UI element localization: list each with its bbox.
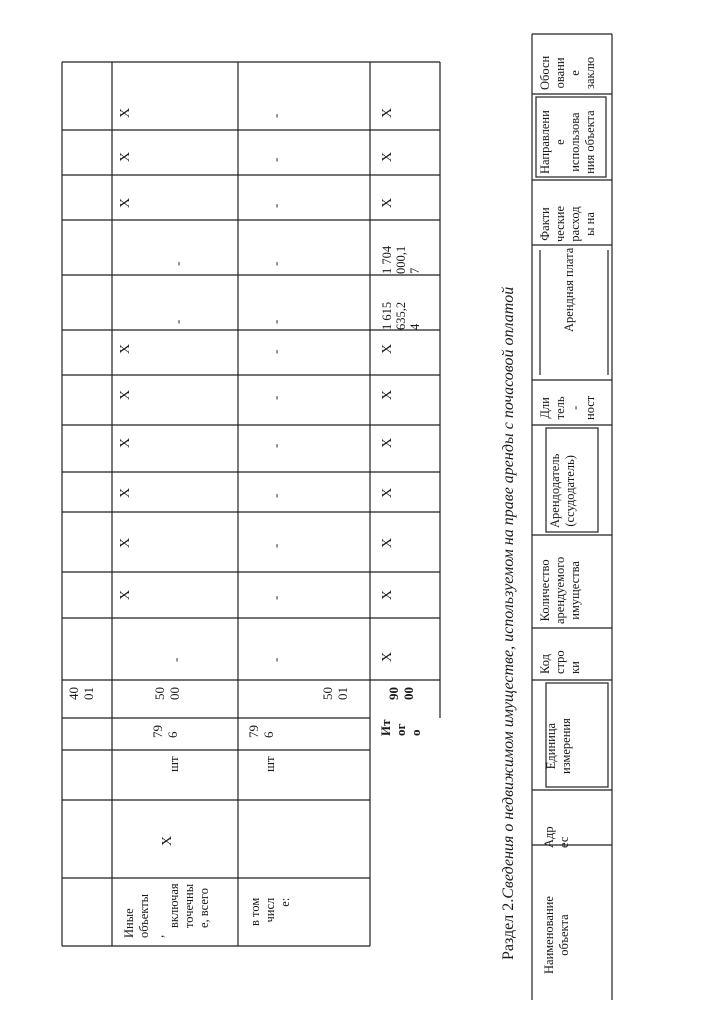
cell-value: 40 [66, 687, 81, 700]
row-other-c-g [118, 344, 134, 354]
cell-value: 00 [401, 687, 416, 700]
row-including-c-b [268, 596, 284, 600]
cell-value: X [380, 151, 395, 162]
cell-value: X [160, 835, 175, 846]
header-line: Наименование [542, 896, 556, 974]
header-name [542, 896, 572, 974]
row-other-c-c [118, 538, 134, 548]
row-total-c-c [380, 538, 396, 548]
cell-value: X [380, 107, 395, 118]
row-including-unit [262, 756, 278, 772]
name-line: Иные [122, 908, 136, 938]
row-including-c-k [268, 158, 284, 162]
row-including-c-e [268, 444, 284, 448]
header-line: овани [553, 57, 567, 89]
row-total-c-g [380, 344, 396, 354]
header-line: Единица [544, 722, 558, 770]
name-line: числ [263, 897, 277, 923]
header-line: расход [568, 206, 582, 242]
cell-value: 90 [386, 687, 401, 700]
cell-value: X [380, 197, 395, 208]
cell-value: 50 [320, 687, 335, 700]
header-line: (ссудодатель) [563, 455, 577, 527]
cell-value: X [118, 389, 133, 400]
row-including-c-g [268, 350, 284, 354]
row-other-c-i [170, 262, 186, 266]
row-other-c-j [118, 198, 134, 208]
header-line: объекта [557, 914, 571, 956]
cell-value: 1 615 [380, 301, 394, 330]
header-justification [538, 56, 598, 90]
section-title-text: Сведения о недвижимом имуществе, используемом на праве аренды с почасовой оплатой [500, 286, 517, 899]
row-including-c-i [268, 262, 284, 266]
row-other-c-e [118, 438, 134, 448]
total-label-line: о [408, 729, 423, 736]
cell-value: - [268, 157, 283, 162]
row-including-c-d [268, 494, 284, 498]
cell-value: X [118, 487, 133, 498]
header-line: Направлени [538, 110, 552, 174]
row-other-line-code [152, 687, 182, 700]
cell-value: - [268, 657, 283, 662]
row-other-c-f [118, 390, 134, 400]
header-line: Код [538, 654, 552, 674]
cell-value: X [118, 343, 133, 354]
cell-value: - [268, 113, 283, 118]
header-line: ния объекта [583, 110, 597, 174]
section2-title [500, 287, 518, 960]
row-total-line-code [386, 687, 416, 700]
cell-value: 635,2 [394, 301, 408, 330]
row-including-name [248, 898, 293, 926]
cell-value: - [268, 349, 283, 354]
cell-value: 79 [246, 725, 261, 738]
total-label-line: ог [393, 723, 408, 736]
cell-value: 1 704 [380, 245, 394, 274]
row-total-c-l [380, 108, 396, 118]
row-including-c-j [268, 204, 284, 208]
row-total-c-b [380, 590, 396, 600]
row-other-unit-code [150, 725, 180, 738]
header-line: е [568, 70, 582, 76]
name-line: объекты [137, 893, 151, 938]
cell-value: X [118, 107, 133, 118]
cell-value: 7 [408, 267, 422, 274]
row-other-address [160, 836, 176, 846]
header-line: измерения [559, 718, 573, 774]
cell-value: - [268, 319, 283, 324]
header-line: Факти [538, 207, 552, 241]
cell-value: X [118, 589, 133, 600]
cell-value: - [268, 443, 283, 448]
cell-value: X [118, 537, 133, 548]
row-other-c-k [118, 152, 134, 162]
header-line: арендуемого [553, 556, 567, 624]
cell-value: 4 [408, 323, 422, 330]
cell-value: - [170, 261, 185, 266]
header-direction [538, 110, 598, 174]
row-total-c-j [380, 198, 396, 208]
name-line: включая [167, 883, 181, 928]
header-duration [538, 396, 598, 420]
header-lessor [548, 454, 578, 528]
header-line: ческие [553, 205, 567, 242]
cell-value: X [118, 151, 133, 162]
cell-value: 6 [165, 731, 180, 738]
header-line: использова [568, 112, 582, 172]
row-total-c-f [380, 390, 396, 400]
cell-value: шт [262, 756, 277, 772]
row-including-line-code [320, 687, 350, 700]
cell-value: - [168, 657, 183, 662]
row-other-c-d [118, 488, 134, 498]
name-line: в том [248, 897, 262, 926]
header-line: заклю [583, 56, 597, 89]
header-line: Адр [542, 826, 556, 848]
row-total-c-e [380, 438, 396, 448]
cell-value: 01 [335, 687, 350, 700]
cell-value: X [118, 437, 133, 448]
total-label-line: Ит [378, 719, 393, 736]
header-actual [538, 206, 598, 242]
row-total-c-d [380, 488, 396, 498]
row-other-c-b [118, 590, 134, 600]
cell-value: X [380, 651, 395, 662]
header-line: стро [553, 650, 567, 674]
cell-value: X [380, 437, 395, 448]
header-line: ес [557, 836, 571, 848]
header-line: ност [583, 395, 597, 420]
header-line: ы на [583, 212, 597, 236]
cell-value: шт [166, 756, 181, 772]
row-including-c-c [268, 544, 284, 548]
cell-value: - [268, 595, 283, 600]
name-line: е: [278, 897, 292, 907]
header-line: Арендная плата [562, 247, 576, 332]
cell-value: - [268, 493, 283, 498]
cell-value: 01 [81, 687, 96, 700]
cell-value: X [380, 487, 395, 498]
row-including-c-h [268, 320, 284, 324]
cell-value: X [380, 343, 395, 354]
header-address [542, 826, 572, 848]
header-line-code [538, 650, 583, 674]
cell-value: - [268, 261, 283, 266]
header-line: ки [568, 661, 582, 674]
header-line: - [568, 405, 582, 410]
row-other-c-a [168, 658, 184, 662]
header-line: е [553, 139, 567, 145]
cell-value: X [380, 537, 395, 548]
row-other-objects-name [122, 883, 212, 938]
name-line: е, всего [197, 888, 211, 928]
cell-value: - [268, 203, 283, 208]
cell-value: 50 [152, 687, 167, 700]
row-including-c-l [268, 114, 284, 118]
row-including-c-a [268, 658, 284, 662]
header-line: Количество [538, 559, 552, 622]
header-line: Обосн [538, 55, 552, 90]
cell-value: X [380, 589, 395, 600]
row-total-c-h [380, 302, 422, 330]
row-other-c-h [170, 320, 186, 324]
row-total-label [378, 720, 423, 737]
row-other-unit [166, 756, 182, 772]
cell-value: X [380, 389, 395, 400]
header-line: имущества [568, 561, 582, 620]
name-line: точечны [182, 883, 196, 928]
row-including-unit-code [246, 725, 276, 738]
header-quantity [538, 557, 583, 624]
top-code [66, 687, 96, 700]
cell-value: 000,1 [394, 245, 408, 274]
header-rent [562, 248, 577, 332]
cell-value: - [170, 319, 185, 324]
cell-value: - [268, 395, 283, 400]
header-line: Дли [538, 397, 552, 419]
row-total-c-a [380, 652, 396, 662]
row-total-c-k [380, 152, 396, 162]
cell-value: 79 [150, 725, 165, 738]
name-line: , [152, 934, 166, 938]
row-including-c-f [268, 396, 284, 400]
cell-value: 00 [167, 687, 182, 700]
header-unit [544, 718, 574, 774]
row-total-c-i [380, 246, 422, 274]
section-number: Раздел 2. [500, 898, 517, 960]
cell-value: 6 [261, 731, 276, 738]
header-line: тель [553, 396, 567, 420]
cell-value: X [118, 197, 133, 208]
row-other-c-l [118, 108, 134, 118]
header-line: Арендодатель [548, 453, 562, 528]
cell-value: - [268, 543, 283, 548]
